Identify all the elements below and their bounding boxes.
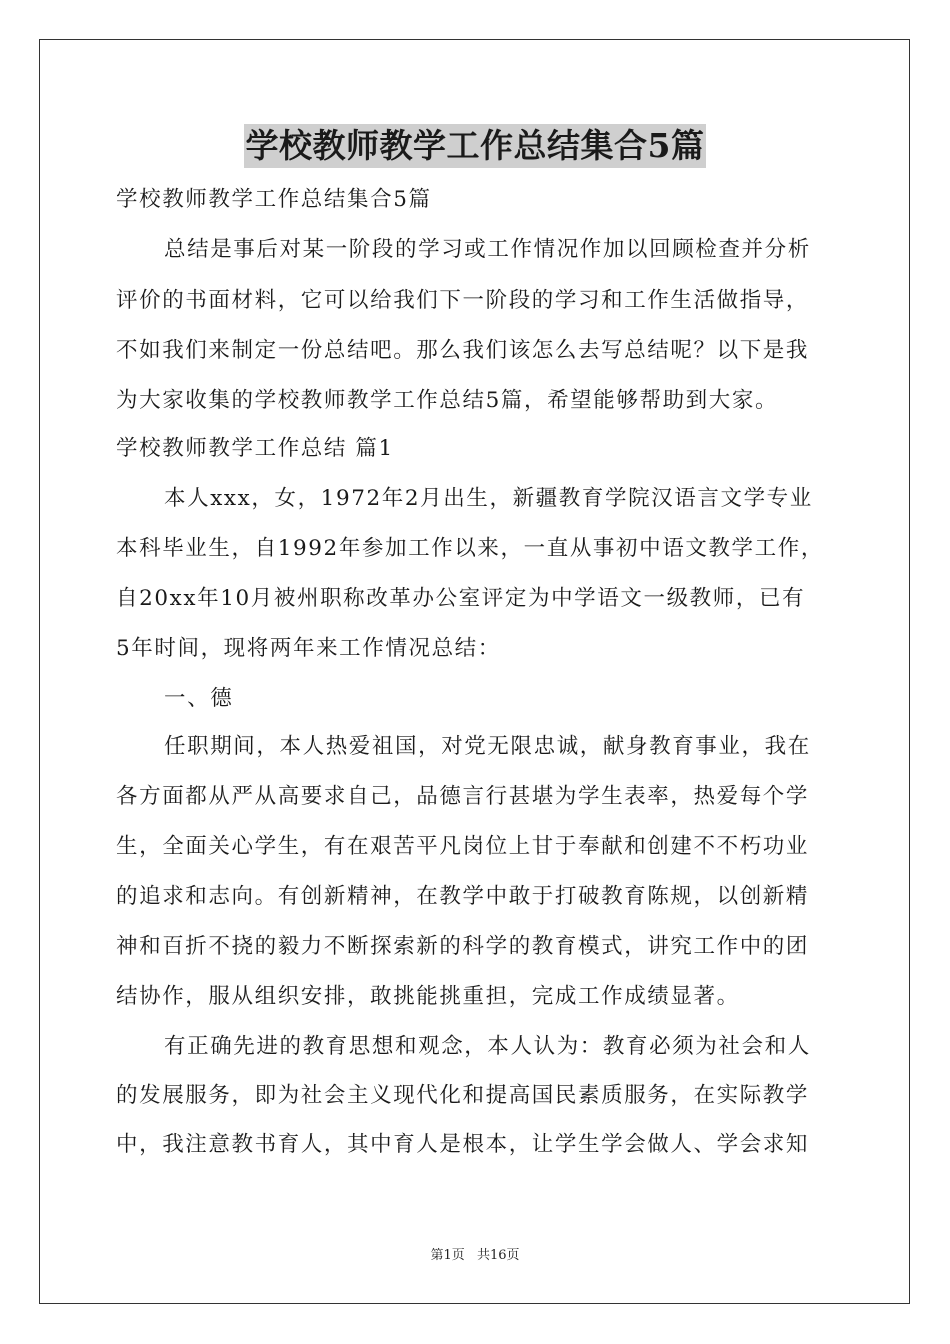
paragraph-line: 总结是事后对某一阶段的学习或工作情况作加以回顾检查并分析 — [164, 237, 811, 262]
document-subtitle: 学校教师教学工作总结集合5篇 — [116, 187, 432, 212]
paragraph-line: 任职期间，本人热爱祖国，对党无限忠诚，献身教育事业，我在 — [164, 734, 811, 759]
paragraph-line: 的发展服务，即为社会主义现代化和提高国民素质服务，在实际教学 — [116, 1083, 810, 1108]
paragraph-line: 为大家收集的学校教师教学工作总结5篇，希望能够帮助到大家。 — [116, 388, 779, 413]
paragraph-line: 各方面都从严从高要求自己，品德言行甚堪为学生表率，热爱每个学 — [116, 784, 810, 809]
paragraph-line: 中，我注意教书育人，其中育人是根本，让学生学会做人、学会求知 — [116, 1132, 810, 1157]
paragraph-line: 有正确先进的教育思想和观念，本人认为：教育必须为社会和人 — [164, 1034, 811, 1059]
page-footer — [0, 1247, 950, 1265]
paragraph-line: 的追求和志向。有创新精神，在教学中敢于打破教育陈规，以创新精 — [116, 884, 810, 909]
paragraph-line: 神和百折不挠的毅力不断探索新的科学的教育模式，讲究工作中的团 — [116, 934, 810, 959]
subsection-heading: 一、德 — [164, 686, 234, 711]
paragraph-line: 本科毕业生，自1992年参加工作以来，一直从事初中语文教学工作， — [116, 536, 824, 561]
paragraph-line: 不如我们来制定一份总结吧。那么我们该怎么去写总结呢？以下是我 — [116, 338, 810, 363]
paragraph-line: 5年时间，现将两年来工作情况总结： — [116, 636, 501, 661]
document-title: 学校教师教学工作总结集合5篇 — [244, 124, 707, 168]
paragraph-line: 本人xxx，女，1972年2月出生，新疆教育学院汉语言文学专业 — [164, 486, 813, 511]
section-heading: 学校教师教学工作总结 篇1 — [116, 436, 394, 461]
paragraph-line: 评价的书面材料，它可以给我们下一阶段的学习和工作生活做指导， — [116, 288, 810, 313]
page-number: 第1页 — [430, 1248, 465, 1263]
page-total: 共16页 — [476, 1248, 520, 1263]
paragraph-line: 结协作，服从组织安排，敢挑能挑重担，完成工作成绩显著。 — [116, 984, 740, 1009]
paragraph-line: 生，全面关心学生，有在艰苦平凡岗位上甘于奉献和创建不不朽功业 — [116, 834, 810, 859]
title-container — [0, 124, 950, 168]
paragraph-line: 自20xx年10月被州职称改革办公室评定为中学语文一级教师，已有 — [116, 586, 806, 611]
page-border — [39, 39, 910, 1304]
